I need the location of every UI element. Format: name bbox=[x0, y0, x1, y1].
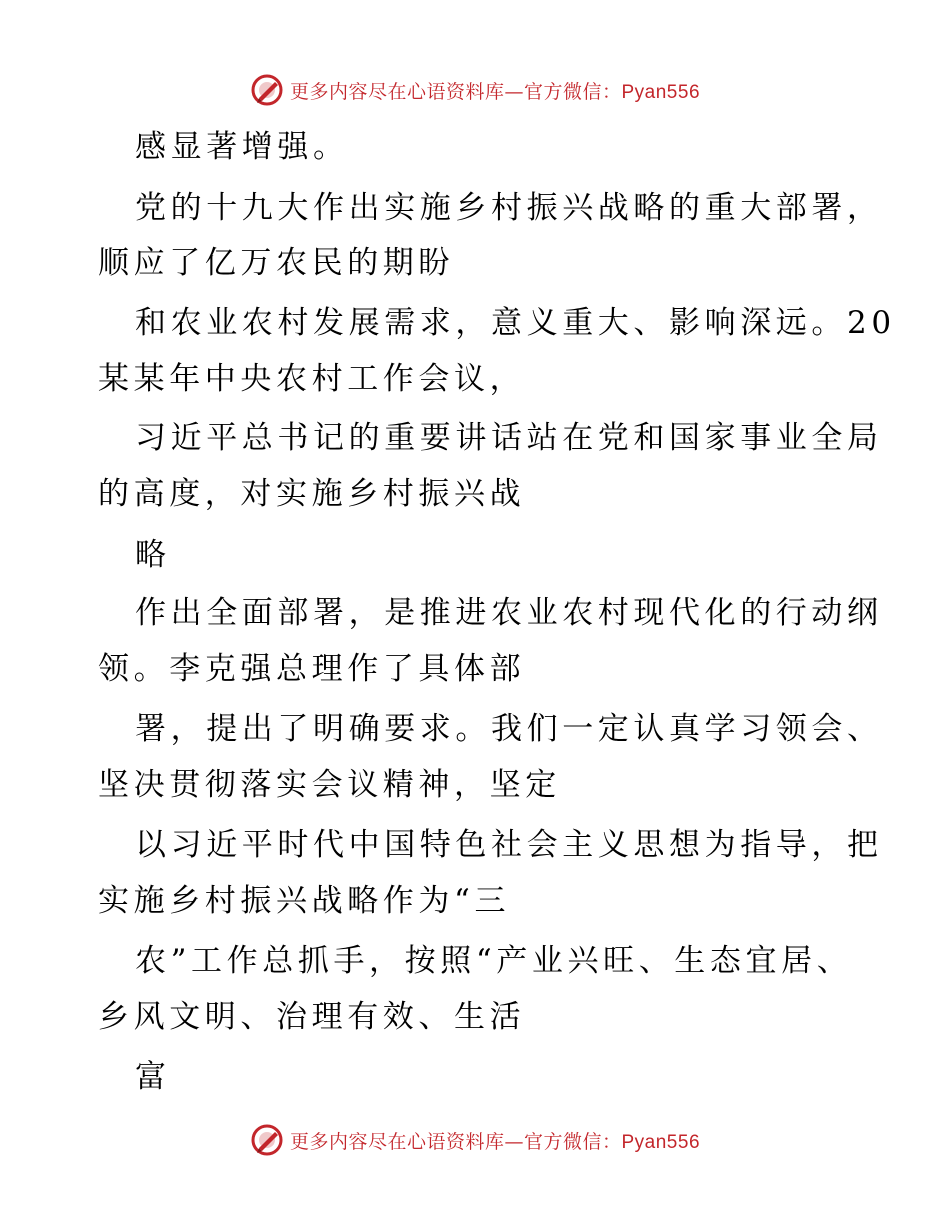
text-line: 以习近平时代中国特色社会主义思想为指导，把 bbox=[135, 827, 883, 863]
text-line: 的高度，对实施乡村振兴战 bbox=[98, 476, 526, 512]
text-line: 作出全面部署，是推进农业农村现代化的行动纲 bbox=[135, 595, 883, 631]
text-line: 顺应了亿万农民的期盼 bbox=[98, 245, 454, 281]
watermark-main: 更多内容尽在心语资料库— bbox=[289, 1130, 524, 1153]
watermark-tail: 官方微信： bbox=[523, 80, 622, 103]
text-line: 富 bbox=[135, 1059, 171, 1095]
text-line: 略 bbox=[135, 537, 171, 573]
text-line: 乡风文明、治理有效、生活 bbox=[98, 999, 526, 1035]
text-line: 某某年中央农村工作会议， bbox=[98, 361, 526, 397]
text-line: 农”工作总抓手，按照“产业兴旺、生态宜居、 bbox=[135, 943, 853, 979]
pen-circle-logo-icon bbox=[250, 73, 284, 107]
text-line: 实施乡村振兴战略作为“三 bbox=[98, 883, 511, 919]
footer-watermark bbox=[0, 1120, 950, 1160]
text-line: 和农业农村发展需求，意义重大、影响深远。20 bbox=[135, 305, 896, 341]
text-line: 感显著增强。 bbox=[135, 129, 349, 165]
text-line: 领。李克强总理作了具体部 bbox=[98, 651, 526, 687]
watermark-main: 更多内容尽在心语资料库— bbox=[289, 80, 524, 103]
watermark-wechat-id: Pyan556 bbox=[621, 81, 701, 103]
header-watermark bbox=[0, 70, 950, 110]
pen-circle-logo-icon bbox=[250, 1123, 284, 1157]
text-line: 署，提出了明确要求。我们一定认真学习领会、 bbox=[135, 711, 883, 747]
watermark-tail: 官方微信： bbox=[523, 1130, 622, 1153]
watermark-text bbox=[290, 77, 700, 104]
text-line: 习近平总书记的重要讲话站在党和国家事业全局 bbox=[135, 420, 883, 456]
text-line: 党的十九大作出实施乡村振兴战略的重大部署， bbox=[135, 190, 883, 226]
text-line: 坚决贯彻落实会议精神，坚定 bbox=[98, 767, 561, 803]
watermark-wechat-id: Pyan556 bbox=[621, 1131, 701, 1153]
watermark-text bbox=[290, 1127, 700, 1154]
